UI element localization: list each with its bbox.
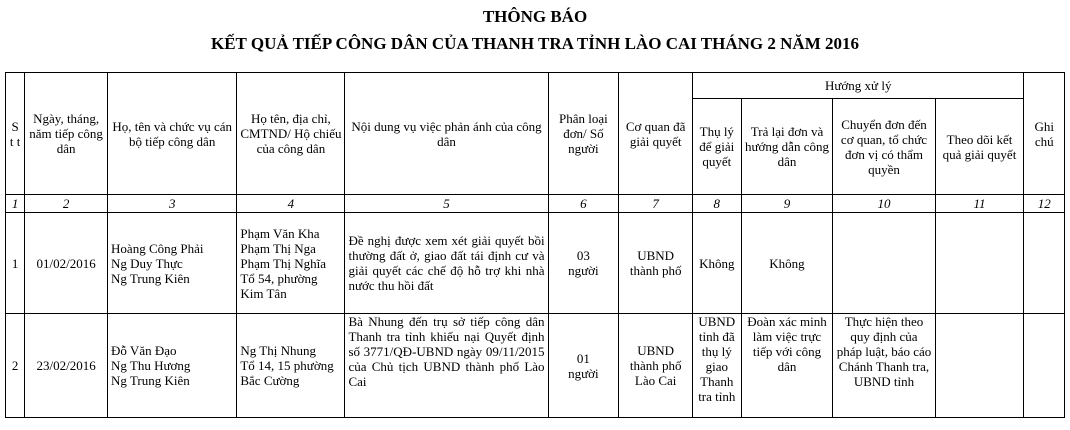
agency-line: UBND — [637, 343, 675, 358]
column-number: 12 — [1024, 195, 1065, 213]
officer-name: Ng Thu Hương — [111, 358, 191, 373]
header-accept: Thụ lý để giải quyết — [693, 99, 742, 195]
header-return: Trả lại đơn và hướng dẫn công dân — [741, 99, 833, 195]
header-citizen: Họ tên, địa chỉ, CMTND/ Hộ chiếu của công dân — [237, 73, 345, 195]
column-number: 8 — [693, 195, 742, 213]
column-number: 6 — [548, 195, 619, 213]
officer-name: Hoàng Công Phải — [111, 240, 204, 256]
row-classify — [548, 213, 619, 314]
row-date: 01/02/2016 — [25, 213, 108, 314]
table-row — [6, 213, 1065, 314]
agency-line: UBND — [637, 248, 675, 263]
citizen-line: Phạm Văn Kha — [240, 225, 320, 241]
header-classify: Phân loại đơn/ Số người — [548, 73, 619, 195]
citizen-line: Phạm Thị Nghĩa — [240, 255, 327, 271]
column-number: 9 — [741, 195, 833, 213]
officer-name: Đỗ Văn Đạo — [111, 343, 177, 358]
report-title: KẾT QUẢ TIẾP CÔNG DÂN CỦA THANH TRA TỈNH LÀO CAI THÁNG 2 NĂM 2016 — [211, 34, 859, 53]
column-number: 11 — [935, 195, 1024, 213]
classify-line: người — [568, 365, 599, 381]
classify-line: 01 — [576, 350, 590, 366]
row-follow — [935, 314, 1024, 418]
header-stt: S t t — [6, 73, 25, 195]
column-number-row — [6, 195, 1065, 213]
row-content: Bà Nhung đến trụ sở tiếp công dân Thanh tra tỉnh khiếu nại Quyết định số 3771/QĐ-UBND ngày 09/11/2015 của Chủ tịch UBND thành phố Lào Cai — [345, 314, 548, 418]
column-number: 4 — [237, 195, 345, 213]
row-citizen — [237, 314, 345, 418]
row-follow — [935, 213, 1024, 314]
header-follow: Theo dõi kết quả giải quyết — [935, 99, 1024, 195]
column-number: 1 — [6, 195, 25, 213]
header-date: Ngày, tháng, năm tiếp công dân — [25, 73, 108, 195]
row-officer — [108, 314, 237, 418]
header-agency: Cơ quan đã giải quyết — [619, 73, 693, 195]
agency-line: thành phố — [629, 358, 682, 373]
column-number: 5 — [345, 195, 548, 213]
row-agency — [619, 213, 693, 314]
officer-name: Ng Duy Thực — [111, 255, 183, 271]
agency-line: thành phố — [629, 263, 682, 278]
row-citizen — [237, 213, 345, 314]
row-agency — [619, 314, 693, 418]
citizen-line: Phạm Thị Nga — [240, 240, 316, 256]
column-number: 7 — [619, 195, 693, 213]
column-number: 2 — [25, 195, 108, 213]
citizen-reception-table — [5, 72, 1065, 418]
row-transfer: Thực hiện theo quy định của pháp luật, báo cáo Chánh Thanh tra, UBND tỉnh — [833, 314, 935, 418]
row-classify — [548, 314, 619, 418]
row-stt: 1 — [6, 213, 25, 314]
table-row — [6, 314, 1065, 418]
column-number: 3 — [108, 195, 237, 213]
citizen-line: Tổ 14, 15 phường Bắc Cường — [240, 358, 334, 388]
row-content: Đề nghị được xem xét giải quyết bồi thường đất ở, giao đất tái định cư và giải quyết các chế độ hỗ trợ khi nhà nước thu hồi đất — [345, 213, 548, 314]
row-accept: Không — [693, 213, 742, 314]
row-return: Không — [741, 213, 833, 314]
header-note: Ghi chú — [1024, 73, 1065, 195]
classify-line: 03 — [576, 248, 590, 263]
header-handling-group: Hướng xử lý — [693, 73, 1024, 99]
row-accept: UBND tỉnh đã thụ lý giao Thanh tra tỉnh — [693, 314, 742, 418]
row-note — [1024, 314, 1065, 418]
classify-line: người — [568, 263, 599, 278]
row-date: 23/02/2016 — [25, 314, 108, 418]
row-stt: 2 — [6, 314, 25, 418]
header-content: Nội dung vụ việc phản ánh của công dân — [345, 73, 548, 195]
officer-name: Ng Trung Kiên — [111, 270, 190, 286]
row-transfer — [833, 213, 935, 314]
citizen-line: Tổ 54, phường Kim Tân — [240, 270, 318, 301]
officer-name: Ng Trung Kiên — [111, 373, 190, 388]
agency-line: Lào Cai — [634, 373, 677, 388]
notice-title: THÔNG BÁO — [482, 7, 588, 26]
citizen-line: Ng Thị Nhung — [240, 343, 316, 358]
header-transfer: Chuyển đơn đến cơ quan, tổ chức đơn vị có thẩm quyền — [833, 99, 935, 195]
column-number: 10 — [833, 195, 935, 213]
header-officer: Họ, tên và chức vụ cán bộ tiếp công dân — [108, 73, 237, 195]
row-return: Đoàn xác minh làm việc trực tiếp với công dân — [741, 314, 833, 418]
row-officer — [108, 213, 237, 314]
row-note — [1024, 213, 1065, 314]
